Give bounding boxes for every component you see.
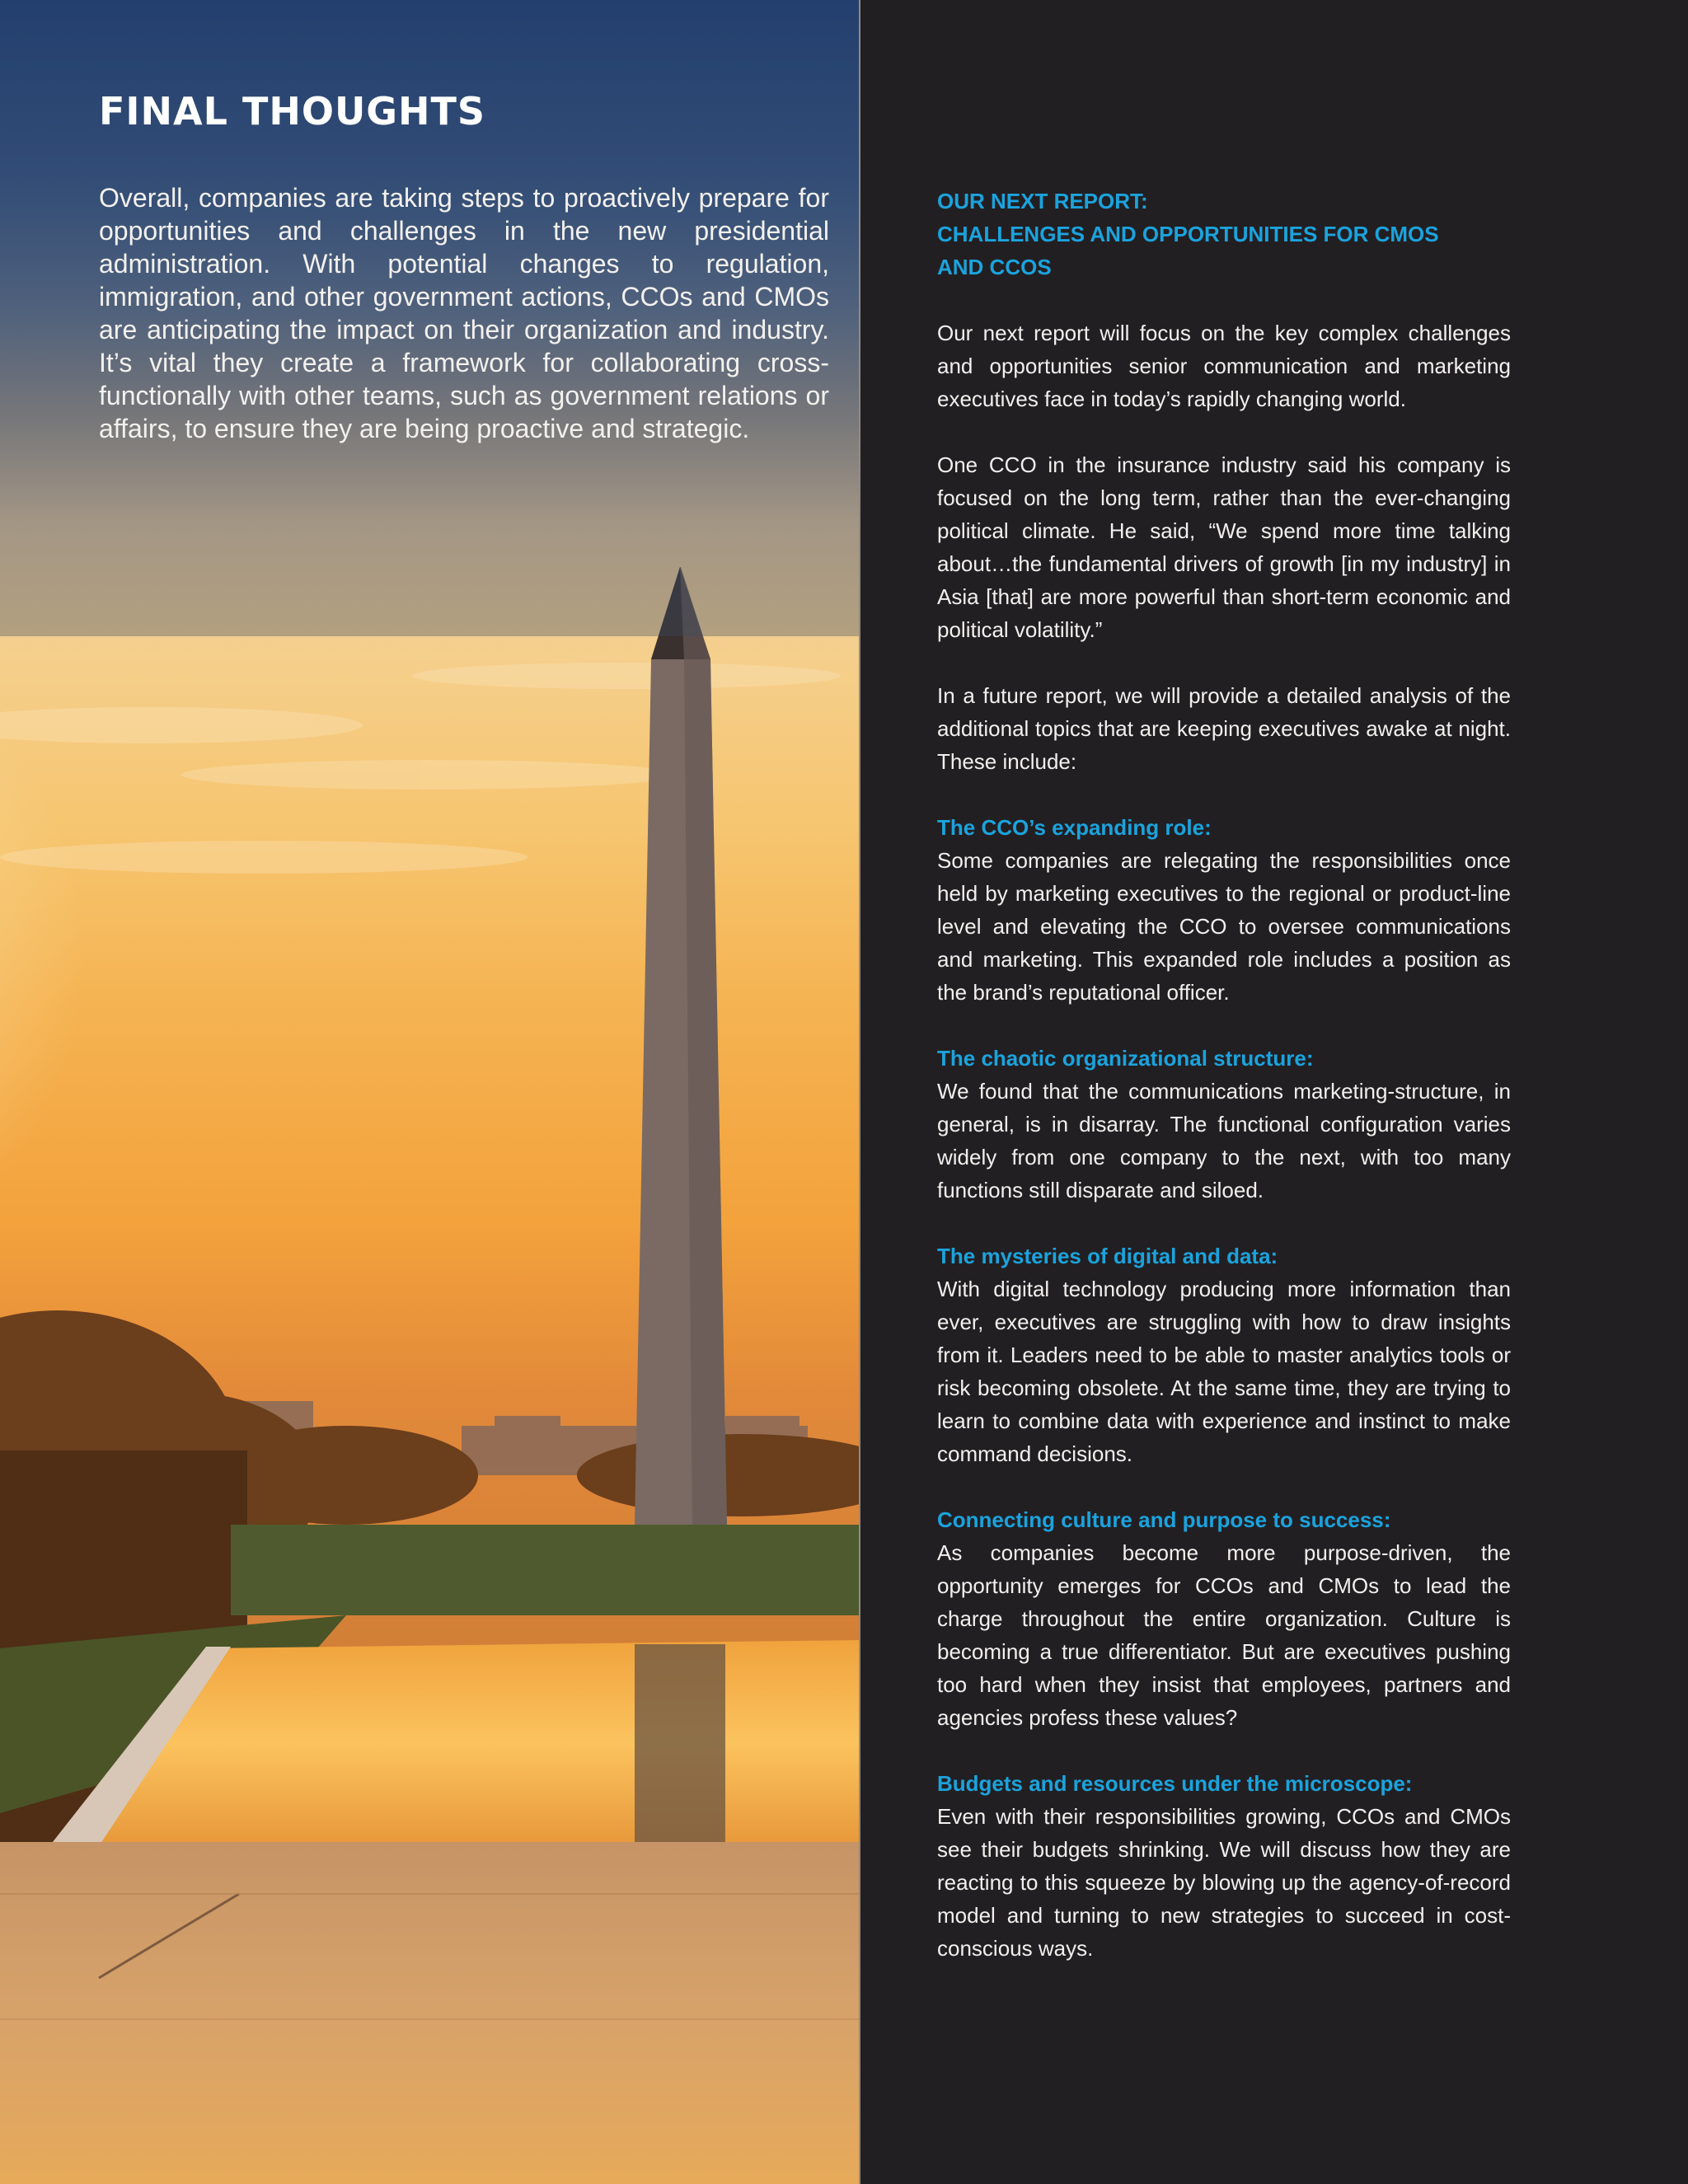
next-report-column xyxy=(937,185,1511,1998)
topic-heading: Connecting culture and purpose to success: xyxy=(937,1507,1391,1532)
topic-heading: The CCO’s expanding role: xyxy=(937,815,1212,840)
topic-body: We found that the communications marketing-structure, in general, is in disarray. The functional configuration varies widely from one company to the next, with too many functions still disparate and siloed. xyxy=(937,1079,1511,1202)
body-paragraph: Our next report will focus on the key complex challenges and opportunities senior communication and marketing executives face in today’s rapidly changing world. xyxy=(937,321,1511,411)
topic-body: Even with their responsibilities growing, CCOs and CMOs see their budgets shrinking. We will discuss how they are reacting to this squeeze by blowing up the agency-of-record model and turning to new strategies to succeed in cost-conscious ways. xyxy=(937,1804,1511,1961)
topic-body: As companies become more purpose-driven, the opportunity emerges for CCOs and CMOs to lead the charge throughout the entire organization. Culture is becoming a true differentiator. But are executives pushing too hard when they insist that employees, partners and agencies profess these values? xyxy=(937,1540,1511,1730)
topic-section xyxy=(937,1240,1511,1470)
heading-line-3: AND CCOS xyxy=(937,255,1052,279)
topic-body: Some companies are relegating the responsibilities once held by marketing executives to the regional or product-line level and elevating the CCO to oversee communications and marketing. This expanded role includes a position as the brand’s reputational officer. xyxy=(937,848,1511,1005)
heading-line-1: OUR NEXT REPORT: xyxy=(937,189,1148,213)
topic-heading: The chaotic organizational structure: xyxy=(937,1046,1314,1071)
topic-heading: The mysteries of digital and data: xyxy=(937,1244,1278,1268)
next-report-heading xyxy=(937,185,1511,284)
topic-body: With digital technology producing more information than ever, executives are struggling with how to draw insights from it. Leaders need to be able to master analytics tools or risk becoming obsolete. At the same time, they are trying to learn to combine data with experience and instinct to make command decisions. xyxy=(937,1277,1511,1466)
topic-section xyxy=(937,811,1511,1009)
body-paragraph: In a future report, we will provide a detailed analysis of the additional topics that are keeping executives awake at night. These include: xyxy=(937,683,1511,774)
body-paragraph: One CCO in the insurance industry said his company is focused on the long term, rather than the ever-changing political climate. He said, “We spend more time talking about…the fundamental drivers of growth [in my industry] in Asia [that] are more powerful than short-term economic and political volatility.” xyxy=(937,452,1511,642)
topic-section xyxy=(937,1503,1511,1734)
topic-section xyxy=(937,1042,1511,1207)
next-report-panel xyxy=(860,0,1688,2184)
topic-section xyxy=(937,1767,1511,1965)
heading-line-2: CHALLENGES AND OPPORTUNITIES FOR CMOS xyxy=(937,222,1439,246)
page-title: FINAL THOUGHTS xyxy=(99,89,486,134)
intro-paragraph: Overall, companies are taking steps to proactively prepare for opportunities and challenges in the new presidential administration. With potential changes to regulation, immigration, and other government actions, CCOs and CMOs are anticipating the impact on their organization and industry. It’s vital they create a framework for collaborating cross-functionally with other teams, such as government relations or affairs, to ensure they are being proactive and strategic. xyxy=(99,183,829,443)
topic-heading: Budgets and resources under the microscope: xyxy=(937,1771,1413,1796)
